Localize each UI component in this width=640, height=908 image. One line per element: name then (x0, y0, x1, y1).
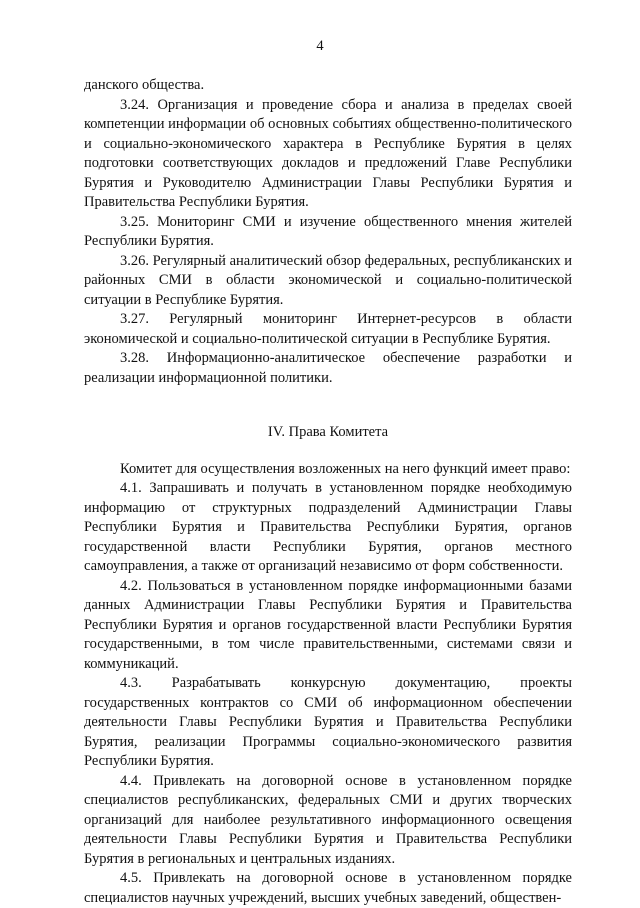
paragraph: 4.1. Запрашивать и получать в установленном порядке необходимую информацию от структурных подразделений Администрации Главы Республики Бурятия и Правительства Республики Бурятия, органов государственной власти Республики Бурятия, органов местного самоуправления, а также от организаций независимо от форм собственности. (84, 479, 572, 577)
paragraph: 4.4. Привлекать на договорной основе в установленном порядке специалистов республиканских, федеральных СМИ и других творческих организаций для наиболее результативного информационного освещения деятельности Главы Республики Бурятия и Правительства Республики Бурятия в региональных и центральных изданиях. (84, 772, 572, 870)
paragraph: 3.26. Регулярный аналитический обзор федеральных, республиканских и районных СМИ в области экономической и социально-политической ситуации в Республике Бурятия. (84, 252, 572, 311)
paragraph: 3.24. Организация и проведение сбора и анализа в пределах своей компетенции информации об основных событиях общественно-политического и социально-экономического характера в Республике Бурятия в целях подготовки соответствующих докладов и предложений Главе Республики Бурятия и Руководителю Администрации Главы Республики Бурятия и Правительства Республики Бурятия. (84, 96, 572, 213)
paragraph: 4.5. Привлекать на договорной основе в установленном порядке специалистов научных учреждений, высших учебных заведений, обществен- (84, 869, 572, 908)
paragraph: 4.3. Разрабатывать конкурсную документацию, проекты государственных контрактов со СМИ об информационном обеспечении деятельности Главы Республики Бурятия и Правительства Республики Бурятия, реализации Программы социально-экономического развития Республики Бурятия. (84, 674, 572, 772)
paragraph: 3.25. Мониторинг СМИ и изучение общественного мнения жителей Республики Бурятия. (84, 213, 572, 252)
page-number: 4 (0, 37, 640, 57)
paragraph: данского общества. (84, 76, 572, 96)
document-body (84, 76, 572, 908)
paragraph: 3.27. Регулярный мониторинг Интернет-ресурсов в области экономической и социально-политической ситуации в Республике Бурятия. (84, 310, 572, 349)
section-4-body (84, 460, 572, 908)
paragraph: Комитет для осуществления возложенных на него функций имеет право: (84, 460, 572, 480)
paragraph: 3.28. Информационно-аналитическое обеспечение разработки и реализации информационной политики. (84, 349, 572, 388)
section-heading: IV. Права Комитета (84, 423, 572, 443)
paragraph: 4.2. Пользоваться в установленном порядке информационными базами данных Администрации Главы Республики Бурятия и Правительства Республики Бурятия и органов государственной власти Республики Бурятия государственными, в том числе правительственными, системами связи и коммуникаций. (84, 577, 572, 675)
section-3-continuation (84, 76, 572, 388)
